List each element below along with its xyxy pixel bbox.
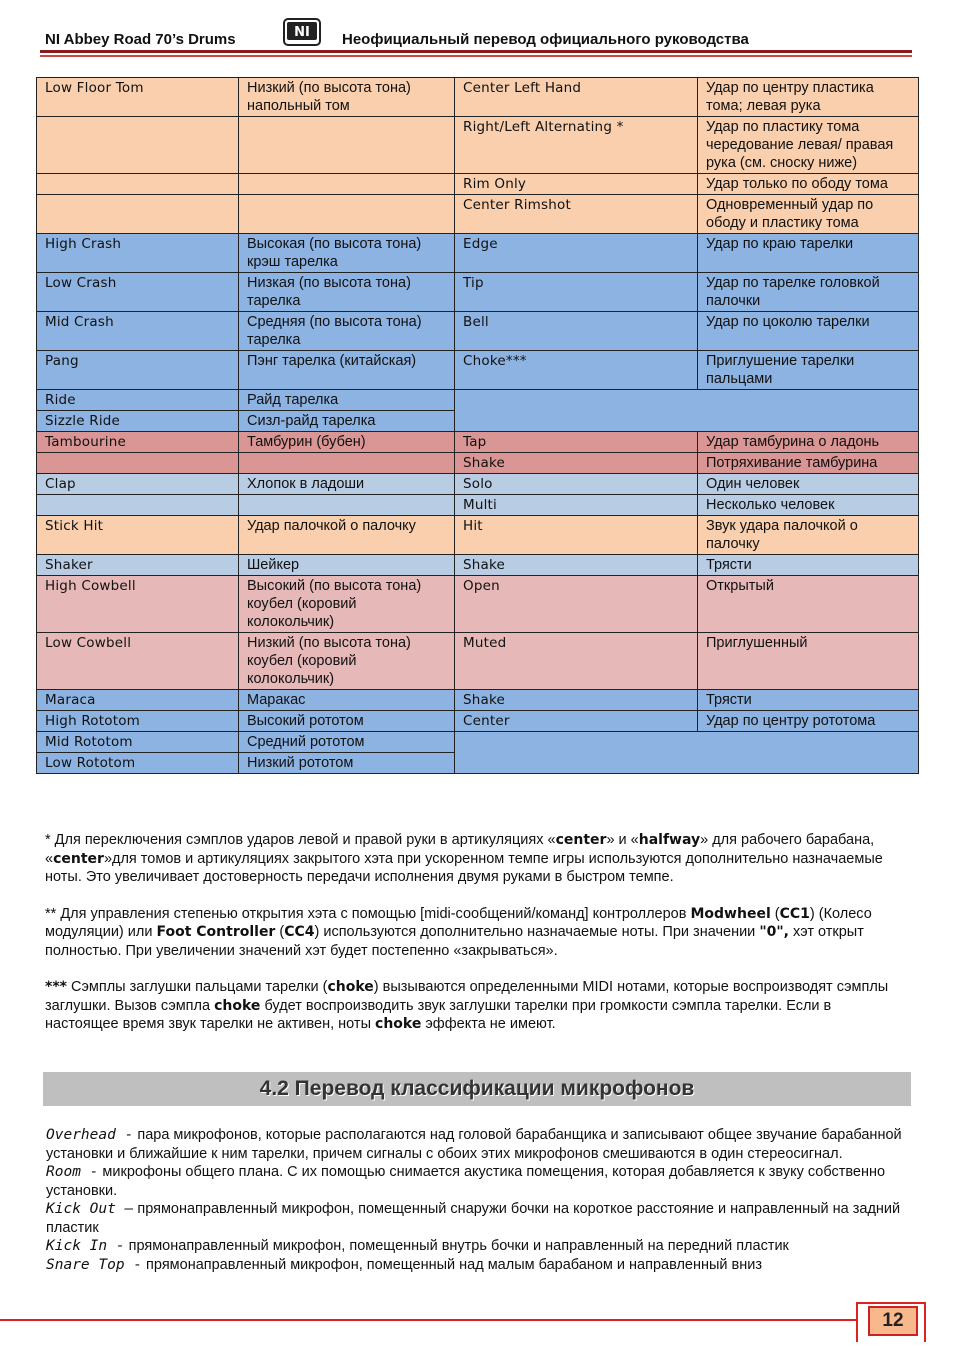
instrument-name: Ride [37, 390, 239, 411]
footnotes [45, 831, 895, 1052]
articulation-name: Solo [455, 474, 698, 495]
mic-term: Snare Top - [46, 1256, 143, 1273]
instrument-translation: Низкий (по высота тона) коубел (коровий колокольчик) [239, 633, 455, 690]
instrument-translation: Тамбурин (бубен) [239, 432, 455, 453]
list-item [46, 1200, 906, 1237]
instrument-translation [239, 174, 455, 195]
table-row [37, 474, 919, 495]
articulation-translation: Удар по краю тарелки [698, 234, 919, 273]
instrument-name: Low Floor Tom [37, 78, 239, 117]
table-row [37, 711, 919, 732]
articulation-translation: Приглушенный [698, 633, 919, 690]
instrument-name: Low Crash [37, 273, 239, 312]
articulation-translation: Один человек [698, 474, 919, 495]
articulation-name: Shake [455, 555, 698, 576]
list-item [46, 1163, 906, 1200]
instrument-name: Maraca [37, 690, 239, 711]
table-row [37, 516, 919, 555]
instrument-name: Sizzle Ride [37, 411, 239, 432]
instrument-translation: Низкая (по высота тона) тарелка [239, 273, 455, 312]
mic-description: микрофоны общего плана. С их помощью снимается акустика помещения, которая добавляется к звуку собственно установки. [46, 1164, 886, 1199]
articulation-name: Center [455, 711, 698, 732]
table-row [37, 234, 919, 273]
instrument-translation [239, 495, 455, 516]
instrument-name [37, 174, 239, 195]
table-row [37, 78, 919, 117]
empty-articulation-cell [455, 732, 919, 774]
articulation-translation: Звук удара палочкой о палочку [698, 516, 919, 555]
instrument-translation: Средний рототом [239, 732, 455, 753]
articulation-name: Hit [455, 516, 698, 555]
instrument-translation: Райд тарелка [239, 390, 455, 411]
table-row [37, 432, 919, 453]
mic-description: пара микрофонов, которые располагаются над головой барабанщика и записывают общее звучание барабанной установки и ближайшие к ним тарелки, причем сигналы с обоих этих микрофонов смешиваются в один стереосигнал. [46, 1127, 902, 1162]
table-row [37, 633, 919, 690]
instrument-name: High Rototom [37, 711, 239, 732]
instrument-name: Clap [37, 474, 239, 495]
instrument-name: Low Cowbell [37, 633, 239, 690]
table-row [37, 351, 919, 390]
table-row [37, 732, 919, 753]
instrument-translation: Хлопок в ладоши [239, 474, 455, 495]
articulation-translation: Удар по пластику тома чередование левая/ правая рука (см. сноску ниже) [698, 117, 919, 174]
header-product-title: NI Abbey Road 70’s Drums [45, 31, 236, 48]
articulation-translation: Удар по тарелке головкой палочки [698, 273, 919, 312]
articulation-translation: Трясти [698, 690, 919, 711]
mic-term: Kick Out – [46, 1201, 134, 1217]
list-item [46, 1126, 906, 1163]
footnote-3: *** Сэмплы заглушки пальцами тарелки (choke) вызываются определенными MIDI нотами, которые воспроизводят сэмплы заглушки. Вызов сэмпла choke будет воспроизводить звук заглушки тарелки при громкости сэмпла тарелки. Если в настоящее время звук тарелки не активен, ноты choke эффекта не имеют. [45, 979, 889, 1032]
table-row [37, 174, 919, 195]
articulation-translation: Открытый [698, 576, 919, 633]
table-row [37, 576, 919, 633]
section-title: 4.2 Перевод классификации микрофонов [259, 1077, 695, 1100]
table-row [37, 195, 919, 234]
instrument-name [37, 117, 239, 174]
instrument-name: Mid Crash [37, 312, 239, 351]
instrument-name: Mid Rototom [37, 732, 239, 753]
articulation-table [36, 77, 919, 774]
instrument-translation: Высокий (по высота тона) коубел (коровий колокольчик) [239, 576, 455, 633]
articulation-name: Open [455, 576, 698, 633]
instrument-name: Low Rototom [37, 753, 239, 774]
articulation-name: Shake [455, 453, 698, 474]
articulation-name: Right/Left Alternating * [455, 117, 698, 174]
table-row [37, 312, 919, 351]
articulation-translation: Приглушение тарелки пальцами [698, 351, 919, 390]
articulation-name: Tap [455, 432, 698, 453]
mic-term: Overhead - [46, 1127, 134, 1143]
articulation-name: Shake [455, 690, 698, 711]
instrument-translation: Маракас [239, 690, 455, 711]
articulation-translation: Удар тамбурина о ладонь [698, 432, 919, 453]
page-number: 12 [868, 1306, 918, 1336]
instrument-translation: Низкий рототом [239, 753, 455, 774]
articulation-name: Center Rimshot [455, 195, 698, 234]
empty-articulation-cell [455, 390, 919, 432]
articulation-translation: Трясти [698, 555, 919, 576]
table-row [37, 495, 919, 516]
table-row [37, 453, 919, 474]
instrument-name: Tambourine [37, 432, 239, 453]
instrument-translation: Низкий (по высота тона) напольный том [239, 78, 455, 117]
articulation-translation: Несколько человек [698, 495, 919, 516]
articulation-name: Edge [455, 234, 698, 273]
instrument-translation: Средняя (по высота тона) тарелка [239, 312, 455, 351]
articulation-name: Muted [455, 633, 698, 690]
ni-logo-icon [283, 18, 321, 46]
page-header [45, 18, 915, 54]
header-rule-thin [40, 55, 912, 57]
footnote-1: * Для переключения сэмплов ударов левой и правой руки в артикуляциях «center» и «halfway» для рабочего барабана, «center»для томов и артикуляциях закрытого хэта при ускоренном темпе игры используются дополнительно назначаемые ноты. Это увеличивает достоверность передачи исполнения двумя руками в быстром темпе. [45, 832, 883, 885]
articulation-name: Choke*** [455, 351, 698, 390]
table-row [37, 273, 919, 312]
footer-rule [0, 1319, 858, 1321]
instrument-translation [239, 195, 455, 234]
instrument-translation: Сизл-райд тарелка [239, 411, 455, 432]
header-subtitle: Неофициальный перевод официального руководства [342, 31, 749, 48]
mic-description: прямонаправленный микрофон, помещенный внутрь бочки и направленный на передний пластик [124, 1238, 789, 1254]
instrument-name: Shaker [37, 555, 239, 576]
list-item [46, 1256, 906, 1275]
mic-term: Room - [46, 1164, 99, 1180]
articulation-translation: Удар по цоколю тарелки [698, 312, 919, 351]
articulation-translation: Удар по центру пластика тома; левая рука [698, 78, 919, 117]
instrument-name [37, 195, 239, 234]
articulation-name: Bell [455, 312, 698, 351]
articulation-translation: Удар только по ободу тома [698, 174, 919, 195]
mic-term: Kick In - [46, 1238, 125, 1254]
instrument-translation: Пэнг тарелка (китайская) [239, 351, 455, 390]
instrument-translation: Удар палочкой о палочку [239, 516, 455, 555]
articulation-name: Center Left Hand [455, 78, 698, 117]
instrument-name: Stick Hit [37, 516, 239, 555]
mic-description: прямонаправленный микрофон, помещенный над малым барабаном и направленный вниз [142, 1256, 762, 1273]
articulation-translation: Удар по центру рототома [698, 711, 919, 732]
svg-text:NI: NI [294, 25, 310, 40]
instrument-name [37, 453, 239, 474]
section-heading-bar [43, 1072, 911, 1106]
instrument-translation: Высокая (по высота тона) крэш тарелка [239, 234, 455, 273]
table-row [37, 690, 919, 711]
list-item [46, 1237, 906, 1256]
table-row [37, 555, 919, 576]
instrument-name [37, 495, 239, 516]
header-rule [40, 50, 912, 53]
articulation-translation: Потряхивание тамбурина [698, 453, 919, 474]
table-row [37, 117, 919, 174]
instrument-name: High Crash [37, 234, 239, 273]
mic-description: прямонаправленный микрофон, помещенный снаружи бочки на короткое расстояние и направленный на задний пластик [46, 1201, 901, 1236]
instrument-translation: Высокий рототом [239, 711, 455, 732]
instrument-name: High Cowbell [37, 576, 239, 633]
table-row [37, 390, 919, 411]
instrument-translation: Шейкер [239, 555, 455, 576]
articulation-name: Multi [455, 495, 698, 516]
instrument-translation [239, 453, 455, 474]
articulation-name: Tip [455, 273, 698, 312]
instrument-translation [239, 117, 455, 174]
footnote-2: ** Для управления степенью открытия хэта с помощью [midi-сообщений/команд] контроллеров Modwheel (CC1) (Колесо модуляции) или Foot Controller (CC4) используются дополнительно назначаемые ноты. При значении "0", хэт открыт полностью. При увеличении значений хэт будет постепенно «закрываться». [45, 905, 872, 959]
articulation-name: Rim Only [455, 174, 698, 195]
microphone-list [46, 1126, 906, 1274]
articulation-translation: Одновременный удар по ободу и пластику тома [698, 195, 919, 234]
instrument-name: Pang [37, 351, 239, 390]
